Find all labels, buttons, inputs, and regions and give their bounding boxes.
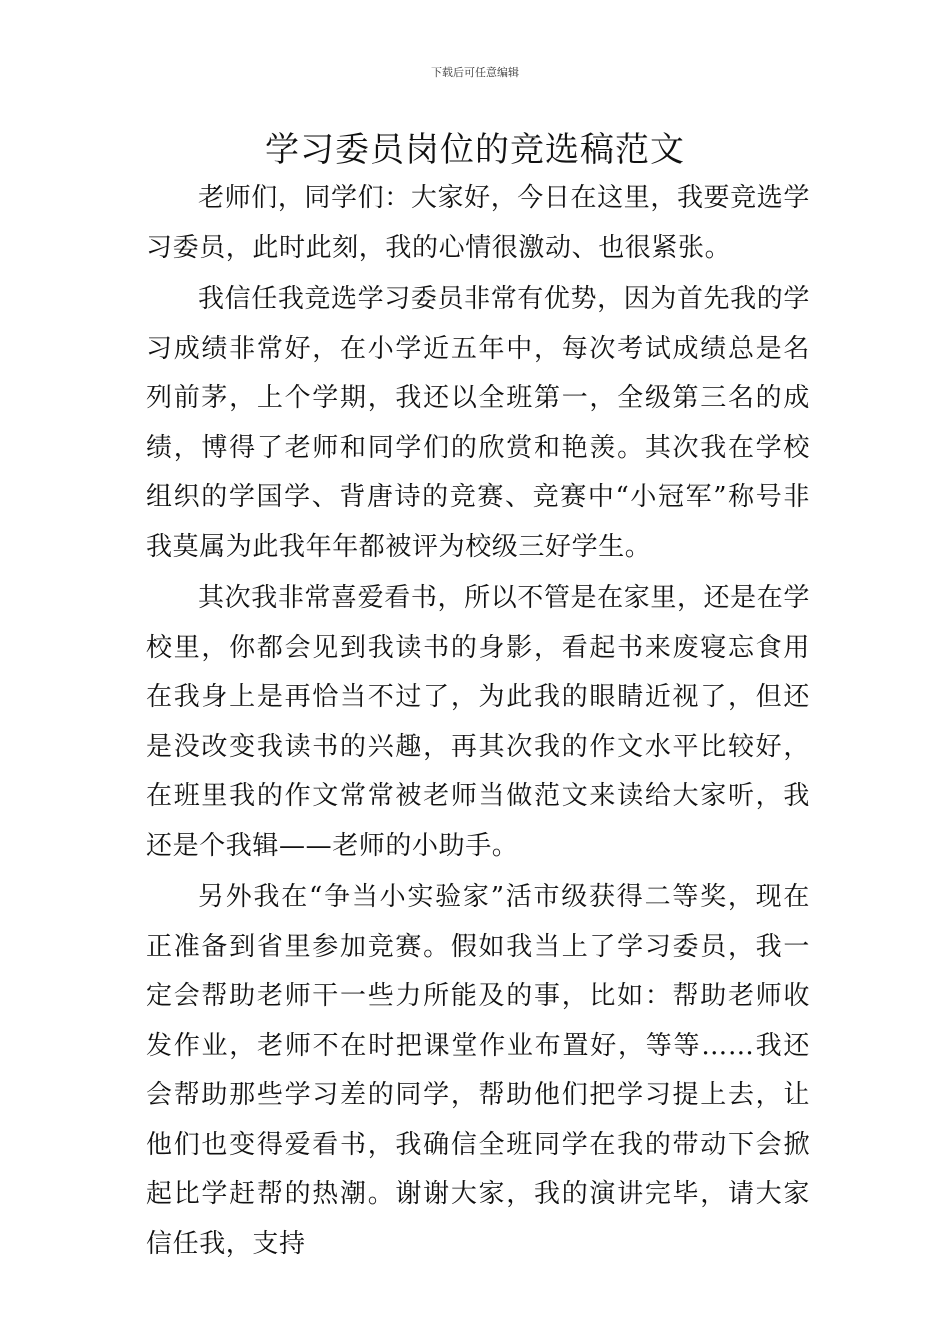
paragraph-reading: 其次我非常喜爱看书，所以不管是在家里，还是在学校里，你都会见到我读书的身影，看起书来废寝忘食用在我身上是再恰当不过了，为此我的眼睛近视了，但还是没改变我读书的兴趣，再其次我的作文水平比较好，在班里我的作文常常被老师当做范文来读给大家听，我还是个我辑——老师的小助手。 — [146, 583, 810, 861]
paragraph-plans: 另外我在“争当小实验家”活市级获得二等奖，现在正准备到省里参加竞赛。假如我当上了学习委员，我一定会帮助老师干一些力所能及的事，比如：帮助老师收发作业，老师不在时把课堂作业布置好，等等……我还会帮助那些学习差的同学，帮助他们把学习提上去，让他们也变得爱看书，我确信全班同学在我的带动下会掀起比学赶帮的热潮。谢谢大家，我的演讲完毕，请大家信任我，支持 — [146, 882, 810, 1259]
page-title: 学习委员岗位的竞选稿范文 — [265, 130, 685, 170]
paragraph-greeting: 老师们，同学们：大家好，今日在这里，我要竞选学习委员，此时此刻，我的心情很激动、也很紧张。 — [146, 183, 810, 263]
paragraph-advantages: 我信任我竞选学习委员非常有优势，因为首先我的学习成绩非常好，在小学近五年中，每次考试成绩总是名列前茅，上个学期，我还以全班第一，全级第三名的成绩，博得了老师和同学们的欣赏和艳羡。其次我在学校组织的学国学、背唐诗的竞赛、竞赛中“小冠军”称号非我莫属为此我年年都被评为校级三好学生。 — [146, 284, 810, 562]
document-body — [146, 174, 810, 1271]
header-note: 下载后可任意编辑 — [431, 66, 519, 79]
